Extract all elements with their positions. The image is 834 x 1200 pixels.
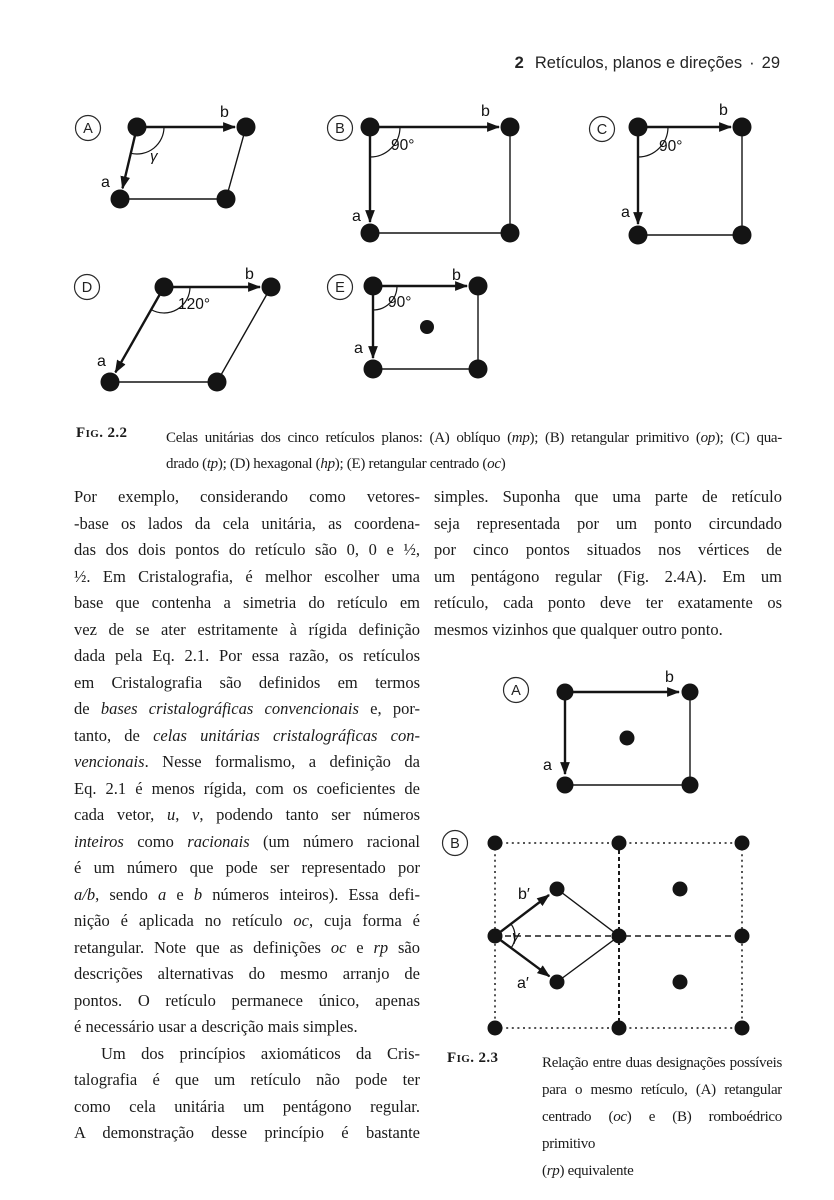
text-line: Relação entre duas designações possíveis (542, 1055, 782, 1071)
circled-letter-a-text: A (83, 121, 93, 137)
circled-letter-a-text: A (511, 683, 521, 699)
text-line: ½. Em Cristalografia, é melhor escolher uma (74, 566, 420, 586)
angle-label: 120° (178, 296, 211, 313)
cell-edges (120, 127, 246, 199)
text-line: um pentágono regular (Fig. 2.4A). Em um (434, 566, 782, 586)
center-point (620, 731, 635, 746)
text-line: é um número que pode ser representado por (74, 858, 420, 877)
text-line: vencionais. Nesse formalismo, a definição da (74, 752, 420, 771)
text-line: cada vetor, u, v, podendo tanto ser números (74, 805, 420, 824)
angle-label: γ (512, 928, 520, 945)
circled-letter-b-text: B (450, 836, 460, 852)
lattice-points (629, 118, 752, 245)
figure-2-3 (443, 669, 750, 1036)
text-line: vez de se ater estritamente à rígida definição (74, 619, 420, 639)
vector-a-label: a (101, 174, 110, 191)
text-line: seja representada por um ponto circundado (434, 513, 782, 533)
text-line: simples. Suponha que uma parte de retículo (434, 487, 782, 506)
figure-2-3-caption-text (542, 1050, 782, 1185)
text-line: nição é aplicada no retículo oc, cuja forma é (74, 911, 420, 930)
text-line: é necessário usar a descrição mais simples. (74, 1017, 358, 1036)
center-point (673, 975, 688, 990)
vector-a-label: a (97, 353, 106, 370)
text-line: Por exemplo, considerando como vetores- (74, 487, 420, 506)
text-line: centrado (oc) e (B) romboédrico primitivo (542, 1109, 782, 1152)
text-line: -base os lados da cela unitária, as coordena- (74, 513, 420, 533)
chapter-title: Retículos, planos e direções (534, 54, 743, 72)
text-line: em Cristalografia são definidos em termos (74, 672, 420, 692)
text-line: como cela unitária um pentágono regular. (74, 1096, 420, 1116)
diagram-c-square (590, 102, 752, 245)
angle-label: 90° (388, 294, 412, 311)
vector-a-label: a (543, 757, 552, 774)
figure-2-3-caption-label: Fig. 2.3 (447, 1050, 499, 1066)
lattice-points (361, 118, 520, 243)
diagram-d-hexagonal (75, 266, 281, 392)
text-line: (rp) equivalente (542, 1163, 634, 1179)
text-line: mesmos vizinhos que qualquer outro ponto. (434, 619, 723, 639)
text-line: a/b, sendo a e b números inteiros). Essa defi- (74, 884, 420, 904)
vector-a-label: a (621, 204, 630, 221)
page-number: 29 (761, 54, 780, 72)
text-column-right (434, 484, 782, 643)
center-point (550, 882, 565, 897)
text-line: retículo, cada ponto deve ter exatamente os (434, 593, 782, 612)
angle-label: γ (150, 148, 158, 165)
vector-a-prime-label: a′ (517, 975, 529, 992)
circled-letter-b-text: B (335, 121, 345, 137)
text-line: inteiros como racionais (um número racional (74, 831, 420, 851)
diagram-e-rectangular-centered (328, 267, 488, 379)
vector-b-label: b (665, 669, 674, 686)
header-separator: · (749, 54, 755, 72)
text-line: descrições alternativas do mesmo arranjo de (74, 964, 420, 983)
center-point (673, 882, 688, 897)
diagram-b-rhombic-primitive (443, 831, 750, 1036)
center-point (420, 320, 434, 334)
text-line: dada pela Eq. 2.1. Por essa razão, os retículos (74, 646, 420, 665)
text-line: Eq. 2.1 é menos rígida, com os coeficientes de (74, 778, 420, 798)
vector-b-label: b (245, 266, 254, 283)
text-line: de bases cristalográficas convencionais e, por- (74, 699, 420, 718)
figure-2-2 (75, 102, 752, 392)
text-line: das dos dois pontos do retículo são 0, 0 e ½, (74, 540, 420, 559)
center-point (550, 975, 565, 990)
cell-edges (638, 127, 742, 235)
diagram-a-rectangular-centered (504, 669, 699, 794)
text-line: drado (tp); (D) hexagonal (hp); (E) retangular centrado (oc) (166, 456, 506, 472)
diagram-b-rectangular-primitive (328, 103, 520, 243)
text-line: base que contenha a simetria do retículo em (74, 593, 420, 612)
vector-a-label: a (354, 340, 363, 357)
vector-a-prime-arrow (495, 936, 549, 976)
chapter-number: 2 (514, 54, 524, 72)
text-line: Celas unitárias dos cinco retículos planos: (A) oblíquo (mp); (B) retangular primitivo (op); (C) qua- (166, 430, 782, 446)
angle-label: 90° (391, 137, 415, 154)
figure-2-2-caption-text (166, 425, 782, 477)
vector-b-label: b (481, 103, 490, 120)
circled-letter-d-text: D (81, 280, 93, 296)
text-line: A demonstração desse princípio é bastante (74, 1123, 420, 1142)
angle-label: 90° (659, 138, 683, 155)
text-line: por cinco pontos situados nos vértices de (434, 540, 782, 559)
vector-b-label: b (452, 267, 461, 284)
text-column-left (74, 484, 420, 1147)
vector-a-label: a (352, 208, 361, 225)
lattice-points (364, 277, 488, 379)
vector-b-prime-label: b′ (518, 886, 530, 903)
lattice-points (557, 684, 699, 794)
text-line: retangular. Note que as definições oc e rp são (74, 937, 420, 957)
text-line: pontos. O retículo permanece único, apenas (74, 990, 420, 1010)
vector-b-label: b (220, 104, 229, 121)
figure-2-2-caption-label: Fig. 2.2 (76, 425, 128, 441)
circled-letter-c-text: C (596, 122, 608, 138)
vector-b-label: b (719, 102, 728, 119)
vector-a-arrow (115, 287, 164, 372)
diagram-a-oblique (76, 104, 256, 209)
lattice-points (111, 118, 256, 209)
text-line: talografia é que um retículo não pode ter (74, 1070, 420, 1089)
circled-letter-e-text: E (335, 280, 345, 296)
text-line: Um dos princípios axiomáticos da Cris- (101, 1043, 420, 1063)
text-line: para o mesmo retículo, (A) retangular (542, 1082, 782, 1098)
lattice-points (101, 278, 281, 392)
text-line: tanto, de celas unitárias cristalográficas con- (74, 725, 420, 745)
